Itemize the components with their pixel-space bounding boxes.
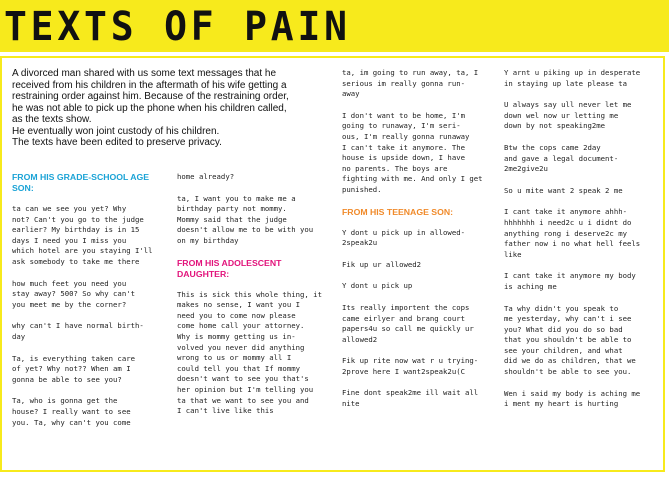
intro-line: restraining order against him. Because of the restraining order, <box>12 91 289 102</box>
text-message: Ta why didn't you speak to me yesterday, why can't i see you? What did you do so bad that you shouldn't be able to see your children, and what did we do as children, that we shouldn't be able to see you. <box>504 303 636 377</box>
page-title: TEXTS OF PAIN <box>4 4 351 50</box>
text-message: I cant take it anymore my body is aching me <box>504 271 636 291</box>
text-message: ta, I want you to make me a birthday party not mommy. Mommy said that the judge doesn't allow me to be with you on my birthday <box>177 193 314 245</box>
text-message: Its really importent the cops came eirlyer and brang court papers4u so call me quickly ur allowed2 <box>342 302 474 344</box>
text-message: Ta, who is gonna get the house? I really want to see you. Ta, why can't you come <box>12 396 131 427</box>
text-message: I cant take it anymore ahhh- hhhhhhh i need2c u i didnt do anything rong i deserve2c my father now i no what hell feels like <box>504 207 641 259</box>
text-message: Fine dont speak2me ill wait all nite <box>342 388 479 409</box>
teenage-heading: FROM HIS TEENAGE SON: <box>342 206 454 217</box>
text-message: Fik up ur allowed2 <box>342 259 422 269</box>
article-frame <box>0 56 665 472</box>
column-2 <box>177 172 335 428</box>
intro-line: as the texts show. <box>12 114 92 125</box>
text-message: Y dont u pick up <box>342 281 413 291</box>
column-3 <box>342 68 502 421</box>
text-message: Fik up rite now wat r u trying- 2prove here I want2speak2u(C <box>342 356 479 376</box>
text-message: I don't want to be home, I'm going to runaway, I'm seri- ous, I'm really gonna runaway I can't take it anymore. The house is upside down, I have no parents. The boys are fighting with me. And only I get punished. <box>342 110 483 194</box>
column-4 <box>504 68 659 421</box>
text-message: So u mite want 2 speak 2 me <box>504 185 623 195</box>
text-message: home already? <box>177 172 235 181</box>
text-message: Wen i said my body is aching me i ment my heart is hurting <box>504 388 641 409</box>
text-message: ta can we see you yet? Why not? Can't you go to the judge earlier? My birthday is in 15 days I need you I miss you which hotel are you staying I'll ask somebody to take me there <box>12 204 153 266</box>
text-message: Ta, is everything taken care of yet? Why not?? When am I gonna be able to see you? <box>12 353 136 384</box>
text-message: how much feet you need you stay away? 500? So why can't you meet me by the corner? <box>12 278 136 309</box>
text-message: U always say ull never let me down wel now ur letting me down by not speaking2me <box>504 100 632 131</box>
intro-line: received from his children in the aftermath of his wife getting a <box>12 79 287 91</box>
text-message: Y arnt u piking up in desperate in staying up late please ta <box>504 68 641 88</box>
intro-line: A divorced man shared with us some text messages that he <box>12 68 277 79</box>
adolescent-heading: FROM HIS ADOLESCENT DAUGHTER: <box>177 257 282 279</box>
grade-school-heading: FROM HIS GRADE-SCHOOL AGE SON: <box>12 172 150 193</box>
column-1 <box>12 172 172 439</box>
text-message: This is sick this whole thing, it makes no sense, I want you I need you to come now please come home call your attorney. Why is mommy getting us in- volved you never did anything wrong to us or mommy all I could tell you that If mommy doesn't want to see you that's her opinion but I'm telling you ta that we want to see you and I can't live like this <box>177 289 322 416</box>
intro-line: The texts have been edited to preserve privacy. <box>12 137 222 148</box>
text-message: Btw the cops came 2day and gave a legal document- 2me2give2u <box>504 142 619 174</box>
text-message: ta, im going to run away, ta, I serious im really gonna run- away <box>342 68 479 99</box>
text-message: Y dont u pick up in allowed- 2speak2u <box>342 227 466 248</box>
intro-paragraph <box>12 68 332 149</box>
title-bar <box>0 0 669 52</box>
intro-line: he was not able to pick up the phone when his children called, <box>12 102 287 114</box>
text-message: why can't I have normal birth- day <box>12 321 144 341</box>
intro-line: He eventually won joint custody of his children. <box>12 125 220 137</box>
